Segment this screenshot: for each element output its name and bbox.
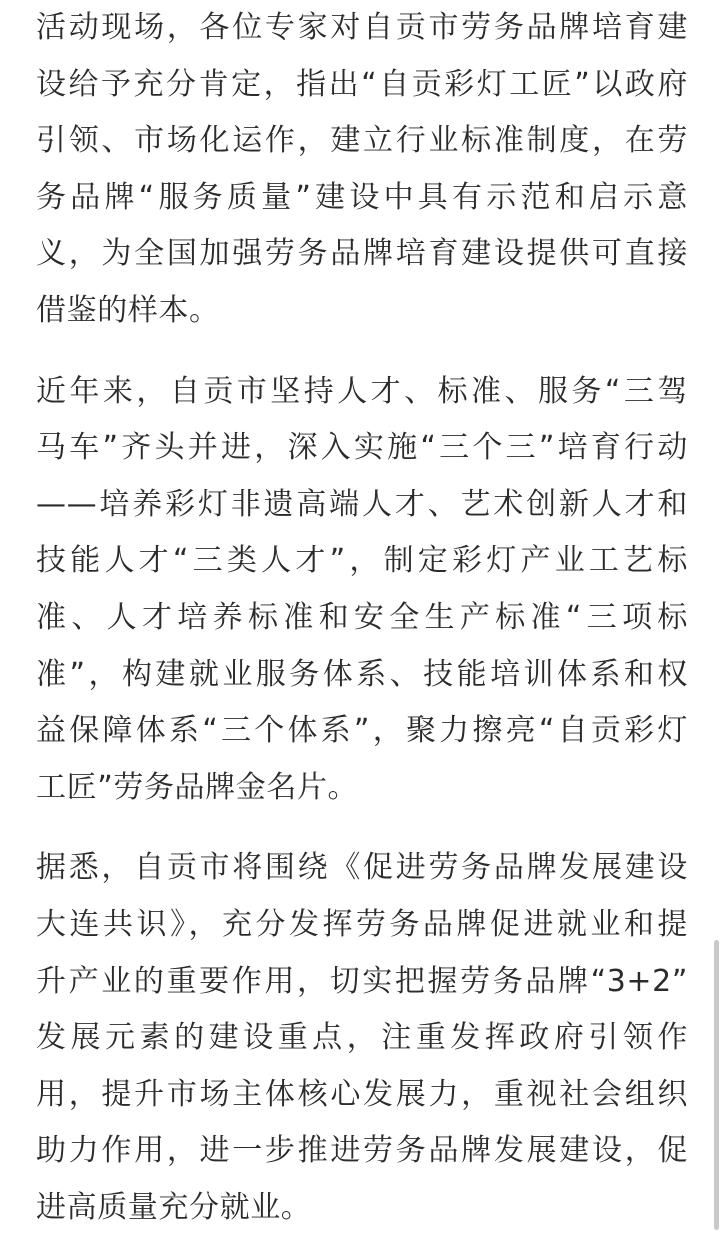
paragraph-3: [36, 840, 688, 1236]
text-line: 务品牌“服务质量”建设中具有示范和启示意: [36, 179, 688, 215]
text-line: 义，为全国加强劳务品牌培育建设提供可直接: [36, 236, 688, 272]
paragraph-2: [36, 364, 688, 817]
text-line: 马车”齐头并进，深入实施“三个三”培育行动: [36, 430, 688, 466]
paragraph-1: [36, 0, 688, 340]
text-line: 近年来，自贡市坚持人才、标准、服务“三驾: [36, 373, 688, 409]
text-line: 活动现场，各位专家对自贡市劳务品牌培育建: [36, 10, 688, 45]
article-body: [36, 0, 688, 1236]
text-line: 用，提升市场主体核心发展力，重视社会组织: [36, 1076, 688, 1112]
text-line: 大连共识》，充分发挥劳务品牌促进就业和提: [36, 906, 688, 942]
text-line: 借鉴的样本。: [36, 292, 220, 328]
text-line: 准”，构建就业服务体系、技能培训体系和权: [36, 656, 688, 692]
text-line: 工匠”劳务品牌金名片。: [36, 769, 359, 805]
text-line: 进高质量充分就业。: [36, 1189, 312, 1225]
text-line: 益保障体系“三个体系”，聚力擦亮“自贡彩灯: [36, 713, 688, 749]
text-line: ——培养彩灯非遗高端人才、艺术创新人才和: [36, 486, 688, 522]
text-line: 助力作用，进一步推进劳务品牌发展建设，促: [36, 1133, 688, 1169]
text-line: 升产业的重要作用，切实把握劳务品牌“3+2”: [36, 963, 688, 999]
paragraph-spacer: [36, 340, 688, 364]
text-line: 设给予充分肯定，指出“自贡彩灯工匠”以政府: [36, 66, 688, 102]
text-line: 引领、市场化运作，建立行业标准制度，在劳: [36, 123, 688, 159]
text-line: 据悉，自贡市将围绕《促进劳务品牌发展建设: [36, 850, 688, 886]
text-line: 发展元素的建设重点，注重发挥政府引领作: [36, 1020, 688, 1056]
paragraph-spacer: [36, 816, 688, 840]
text-line: 准、人才培养标准和安全生产标准“三项标: [36, 599, 688, 635]
text-line: 技能人才“三类人才”，制定彩灯产业工艺标: [36, 543, 688, 579]
scrollbar-thumb[interactable]: [714, 940, 719, 1230]
